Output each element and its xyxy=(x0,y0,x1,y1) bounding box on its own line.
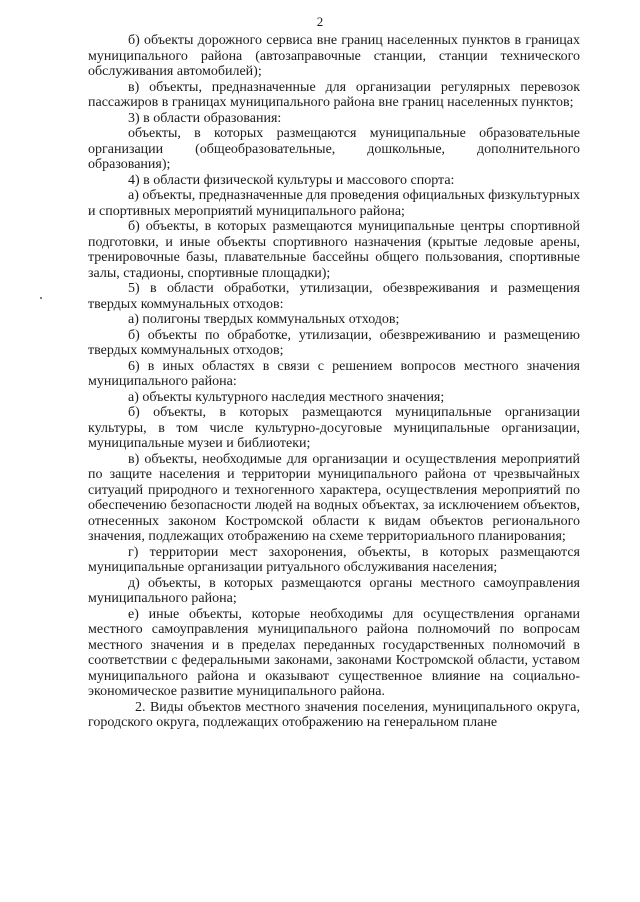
paragraph-waste-processing: б) объекты по обработке, утилизации, обезвреживанию и размещению твердых коммунальных отходов; xyxy=(88,327,580,358)
paragraph-waste-landfills: а) полигоны твердых коммунальных отходов; xyxy=(128,312,400,327)
scan-speck xyxy=(40,297,42,299)
document-body xyxy=(88,33,580,731)
paragraph-other-heading: 6) в иных областях в связи с решением вопросов местного значения муниципального района: xyxy=(88,358,580,389)
paragraph-sport-centers: б) объекты, в которых размещаются муниципальные центры спортивной подготовки, и иные объекты спортивного назначения (крытые ледовые арены, тренировочные базы, плавательные бассейны общего пользования, спортивные залы, стадионы, спортивные площадки); xyxy=(88,219,580,281)
paragraph-section-2: 2. Виды объектов местного значения поселения, муниципального округа, городского округа, подлежащих отображению на генеральном плане xyxy=(88,699,580,730)
paragraph-cultural-heritage: а) объекты культурного наследия местного значения; xyxy=(128,389,445,405)
page-number: 2 xyxy=(316,14,324,29)
paragraph-sport-heading: 4) в области физической культуры и массового спорта: xyxy=(128,172,455,188)
paragraph-waste-heading: 5) в области обработки, утилизации, обезвреживания и размещения твердых коммунальных отходов: xyxy=(88,281,580,312)
paragraph-education-objects: объекты, в которых размещаются муниципальные образовательные организации (общеобразовательные, дошкольные, дополнительного образования); xyxy=(88,126,580,172)
paragraph-education-heading: 3) в области образования: xyxy=(128,110,282,126)
paragraph-culture-organizations: б) объекты, в которых размещаются муниципальные организации культуры, в том числе культурно-досуговые муниципальные организации, муниципальные музеи и библиотеки; xyxy=(88,405,580,451)
paragraph-other-objects: е) иные объекты, которые необходимы для осуществления органами местного самоуправления муниципального района полномочий по вопросам местного значения и в пределах переданных государственных полномочий в соответствии с федеральными законами, законами Костромской области, уставом муниципального района и оказывают существенное влияние на социально-экономическое развитие муниципального района. xyxy=(88,606,580,699)
paragraph-emergency-protection: в) объекты, необходимые для организации и осуществления мероприятий по защите населения и территории муниципального района от чрезвычайных ситуаций природного и техногенного характера, осуществления мероприятий по обеспечению безопасности людей на водных объектах, за исключением объектов, отнесенных законом Костромской области к видам объектов регионального значения, подлежащих отображению на схеме территориального планирования; xyxy=(88,451,580,544)
paragraph-burial-sites: г) территории мест захоронения, объекты, в которых размещаются муниципальные организации ритуального обслуживания населения; xyxy=(88,544,580,575)
paragraph-transport: в) объекты, предназначенные для организации регулярных перевозок пассажиров в границах муниципального района вне границ населенных пунктов; xyxy=(88,79,580,110)
paragraph-sport-events: а) объекты, предназначенные для проведения официальных физкультурных и спортивных мероприятий муниципального района; xyxy=(88,188,580,219)
paragraph-road-service: б) объекты дорожного сервиса вне границ населенных пунктов в границах муниципального района (автозаправочные станции, станции технического обслуживания автомобилей); xyxy=(88,33,580,79)
paragraph-government-bodies: д) объекты, в которых размещаются органы местного самоуправления муниципального района; xyxy=(88,575,580,606)
